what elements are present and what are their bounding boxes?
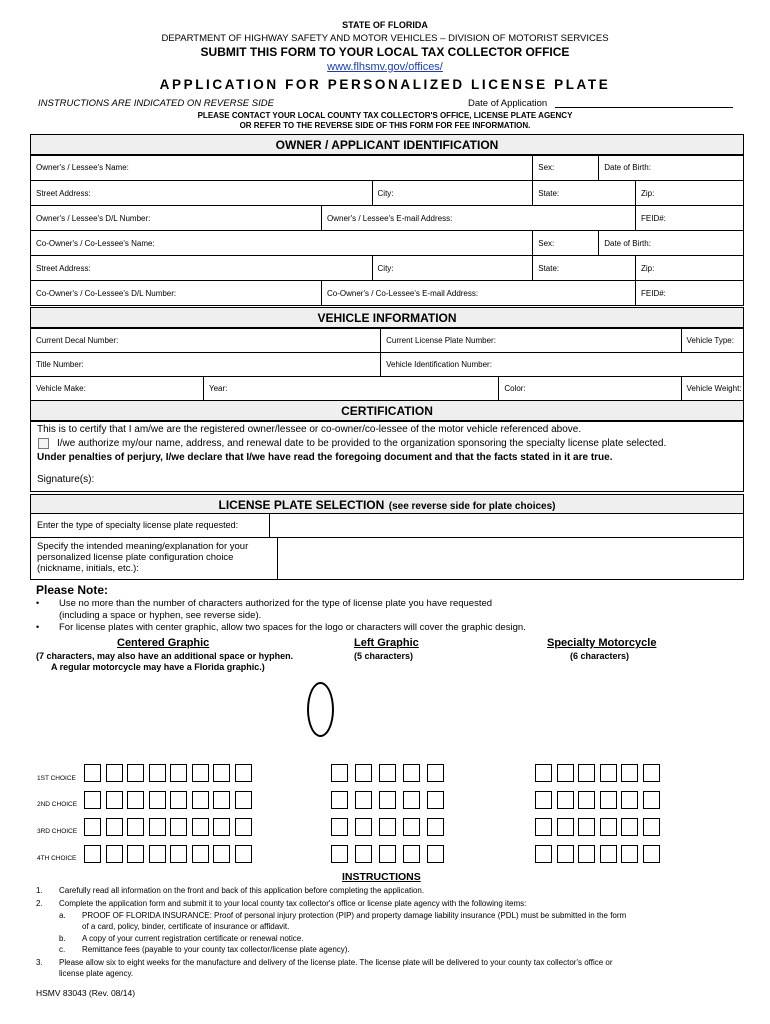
instr-num-1: 1. xyxy=(36,886,43,895)
meaning-line-3: (nickname, initials, etc.): xyxy=(37,563,139,574)
centered-char-box[interactable] xyxy=(170,845,187,863)
bullet-1-dot: • xyxy=(36,598,40,608)
instr-2: Complete the application form and submit it to your local county tax collector's office or license plate agency with the following items: xyxy=(59,899,527,908)
left-graphic-title: Left Graphic xyxy=(354,637,419,649)
centered-char-box[interactable] xyxy=(192,791,209,809)
instr-3-a: Please allow six to eight weeks for the manufacture and delivery of the license plate. The license plate will be delivered to your county tax collector's office or xyxy=(59,958,613,967)
co-sex-field[interactable]: Sex: xyxy=(533,231,599,256)
street-field[interactable]: Street Address: xyxy=(31,181,373,206)
contact-line-1: PLEASE CONTACT YOUR LOCAL COUNTY TAX COLLECTOR'S OFFICE, LICENSE PLATE AGENCY xyxy=(197,111,573,120)
centered-char-box[interactable] xyxy=(84,791,101,809)
authorize-text: I/we authorize my/our name, address, and renewal date to be provided to the organization sponsoring the specialty license plate selected. xyxy=(57,438,667,449)
weight-field[interactable]: Vehicle Weight: xyxy=(681,377,743,401)
centered-char-box[interactable] xyxy=(213,791,230,809)
state-heading: STATE OF FLORIDA xyxy=(342,20,428,30)
center-graphic-oval-icon xyxy=(307,682,334,737)
instr-num-3: 3. xyxy=(36,958,43,967)
plate-section-header xyxy=(30,494,744,514)
co-feid-field[interactable]: FEID#: xyxy=(636,281,744,306)
centered-graphic-desc-2: A regular motorcycle may have a Florida graphic.) xyxy=(51,662,265,672)
owner-name-field[interactable]: Owner's / Lessee's Name: xyxy=(31,155,533,181)
moto-char-box[interactable] xyxy=(621,791,638,809)
instr-num-b: b. xyxy=(59,934,66,943)
instr-a-1: PROOF OF FLORIDA INSURANCE: Proof of personal injury protection (PIP) and property damage liability insurance (PDL) must be submitted in the form xyxy=(82,911,627,920)
co-email-field[interactable]: Co-Owner's / Co-Lessee's E-mail Address: xyxy=(322,281,636,306)
choice-label-1: 1ST CHOICE xyxy=(37,775,76,782)
centered-char-box[interactable] xyxy=(235,764,252,782)
instr-num-c: c. xyxy=(59,945,66,954)
centered-char-box[interactable] xyxy=(106,764,123,782)
centered-char-box[interactable] xyxy=(170,764,187,782)
centered-char-box[interactable] xyxy=(213,764,230,782)
centered-char-box[interactable] xyxy=(84,764,101,782)
moto-char-box[interactable] xyxy=(621,764,638,782)
moto-char-box[interactable] xyxy=(621,818,638,836)
centered-char-box[interactable] xyxy=(106,845,123,863)
left-char-box[interactable] xyxy=(379,764,396,782)
left-char-box[interactable] xyxy=(403,818,420,836)
moto-char-box[interactable] xyxy=(600,791,617,809)
form-number: HSMV 83043 (Rev. 08/14) xyxy=(36,988,136,998)
left-char-box[interactable] xyxy=(331,791,348,809)
signature-label: Signature(s): xyxy=(37,474,95,485)
year-field[interactable]: Year: xyxy=(204,377,499,401)
department-heading: DEPARTMENT OF HIGHWAY SAFETY AND MOTOR VEHICLES – DIVISION OF MOTORIST SERVICES xyxy=(161,33,609,44)
centered-char-box[interactable] xyxy=(213,818,230,836)
instr-num-a: a. xyxy=(59,911,66,920)
left-char-box[interactable] xyxy=(427,791,444,809)
plate-type-row xyxy=(30,514,744,538)
centered-char-box[interactable] xyxy=(106,791,123,809)
bullet-1b: (including a space or hyphen, see reverse side). xyxy=(59,610,262,621)
centered-char-box[interactable] xyxy=(149,845,166,863)
plate-field[interactable]: Current License Plate Number: xyxy=(381,328,681,353)
motorcycle-title: Specialty Motorcycle xyxy=(547,637,657,649)
centered-char-box[interactable] xyxy=(149,764,166,782)
centered-char-box[interactable] xyxy=(84,845,101,863)
moto-char-box[interactable] xyxy=(557,818,574,836)
moto-char-box[interactable] xyxy=(643,845,660,863)
instr-num-2: 2. xyxy=(36,899,43,908)
centered-char-box[interactable] xyxy=(192,818,209,836)
co-dob-field[interactable]: Date of Birth: xyxy=(599,231,744,256)
moto-char-box[interactable] xyxy=(557,791,574,809)
plate-section-note: (see reverse side for plate choices) xyxy=(388,501,556,512)
email-field[interactable]: Owner's / Lessee's E-mail Address: xyxy=(322,206,636,231)
offices-link[interactable]: www.flhsmv.gov/offices/ xyxy=(327,61,443,73)
left-char-box[interactable] xyxy=(355,845,372,863)
owner-table xyxy=(30,154,744,306)
co-zip-field[interactable]: Zip: xyxy=(636,256,744,281)
centered-char-box[interactable] xyxy=(235,845,252,863)
bullet-1a: Use no more than the number of characters authorized for the type of license plate you have requested xyxy=(59,598,493,609)
co-dl-field[interactable]: Co-Owner's / Co-Lessee's D/L Number: xyxy=(31,281,322,306)
moto-char-box[interactable] xyxy=(535,818,552,836)
left-char-box[interactable] xyxy=(427,818,444,836)
choice-label-2: 2ND CHOICE xyxy=(37,801,78,808)
date-label: Date of Application xyxy=(468,98,548,109)
centered-char-box[interactable] xyxy=(235,818,252,836)
centered-char-box[interactable] xyxy=(127,845,144,863)
moto-char-box[interactable] xyxy=(600,764,617,782)
instructions-title: INSTRUCTIONS xyxy=(342,871,421,883)
centered-char-box[interactable] xyxy=(170,791,187,809)
owner-section-header: OWNER / APPLICANT IDENTIFICATION xyxy=(30,134,744,156)
moto-char-box[interactable] xyxy=(600,818,617,836)
co-city-field[interactable]: City: xyxy=(372,256,533,281)
left-char-box[interactable] xyxy=(379,791,396,809)
moto-char-box[interactable] xyxy=(535,791,552,809)
feid-field[interactable]: FEID#: xyxy=(636,206,744,231)
moto-char-box[interactable] xyxy=(643,764,660,782)
state-field[interactable]: State: xyxy=(533,181,636,206)
meaning-line-2: personalized license plate configuration choice xyxy=(37,552,234,563)
instr-1: Carefully read all information on the front and back of this application before completing the application. xyxy=(59,886,425,895)
moto-char-box[interactable] xyxy=(621,845,638,863)
moto-char-box[interactable] xyxy=(578,791,595,809)
left-char-box[interactable] xyxy=(331,818,348,836)
bullet-2: For license plates with center graphic, allow two spaces for the logo or characters will cover the graphic design. xyxy=(59,622,526,633)
plate-meaning-label xyxy=(31,538,278,579)
form-title: APPLICATION FOR PERSONALIZED LICENSE PLATE xyxy=(159,77,611,92)
left-char-box[interactable] xyxy=(331,764,348,782)
left-char-box[interactable] xyxy=(427,764,444,782)
please-note-title: Please Note: xyxy=(36,583,109,597)
city-field[interactable]: City: xyxy=(372,181,533,206)
choice-label-3: 3RD CHOICE xyxy=(37,828,78,835)
zip-field[interactable]: Zip: xyxy=(636,181,744,206)
bullet-2-dot: • xyxy=(36,622,40,632)
moto-char-box[interactable] xyxy=(535,764,552,782)
certify-statement: This is to certify that I am/we are the registered owner/lessee or co-owner/co-lessee of the motor vehicle referenced above. xyxy=(37,424,582,435)
moto-char-box[interactable] xyxy=(600,845,617,863)
choice-label-4: 4TH CHOICE xyxy=(37,855,77,862)
left-char-box[interactable] xyxy=(403,791,420,809)
centered-graphic-desc-1: (7 characters, may also have an additional space or hyphen. xyxy=(36,651,294,661)
moto-char-box[interactable] xyxy=(578,845,595,863)
submit-heading: SUBMIT THIS FORM TO YOUR LOCAL TAX COLLECTOR OFFICE xyxy=(200,45,570,59)
centered-char-box[interactable] xyxy=(149,818,166,836)
certification-section-header: CERTIFICATION xyxy=(30,400,744,422)
co-owner-name-field[interactable]: Co-Owner's / Co-Lessee's Name: xyxy=(31,231,533,256)
left-char-box[interactable] xyxy=(379,818,396,836)
plate-meaning-input[interactable] xyxy=(279,538,744,579)
centered-graphic-title: Centered Graphic xyxy=(117,637,210,649)
centered-char-box[interactable] xyxy=(192,845,209,863)
instr-3-b: license plate agency. xyxy=(59,969,134,978)
meaning-line-1: Specify the intended meaning/explanation for your xyxy=(37,541,249,552)
centered-char-box[interactable] xyxy=(235,791,252,809)
centered-char-box[interactable] xyxy=(127,791,144,809)
plate-type-input[interactable] xyxy=(271,514,744,537)
certification-box xyxy=(30,420,744,492)
centered-char-box[interactable] xyxy=(127,764,144,782)
centered-char-box[interactable] xyxy=(149,791,166,809)
moto-char-box[interactable] xyxy=(643,791,660,809)
centered-char-box[interactable] xyxy=(213,845,230,863)
motorcycle-desc: (6 characters) xyxy=(570,651,630,661)
moto-char-box[interactable] xyxy=(557,764,574,782)
co-street-field[interactable]: Street Address: xyxy=(31,256,373,281)
left-graphic-desc: (5 characters) xyxy=(354,651,414,661)
left-char-box[interactable] xyxy=(403,845,420,863)
left-char-box[interactable] xyxy=(403,764,420,782)
left-char-box[interactable] xyxy=(355,764,372,782)
perjury-statement: Under penalties of perjury, I/we declare that I/we have read the foregoing document and that the facts stated in it are true. xyxy=(37,452,613,463)
centered-char-box[interactable] xyxy=(106,818,123,836)
left-char-box[interactable] xyxy=(355,818,372,836)
centered-char-box[interactable] xyxy=(170,818,187,836)
color-field[interactable]: Color: xyxy=(499,377,681,401)
left-char-box[interactable] xyxy=(331,845,348,863)
plate-section-title: LICENSE PLATE SELECTION xyxy=(218,498,385,512)
moto-char-box[interactable] xyxy=(535,845,552,863)
moto-char-box[interactable] xyxy=(643,818,660,836)
plate-type-label: Enter the type of specialty license plate requested: xyxy=(31,514,270,537)
date-field[interactable] xyxy=(555,107,733,108)
instr-c: Remittance fees (payable to your county tax collector/license plate agency). xyxy=(82,945,350,954)
dob-field[interactable]: Date of Birth: xyxy=(599,155,744,181)
make-field[interactable]: Vehicle Make: xyxy=(31,377,204,401)
vehicle-type-field[interactable]: Vehicle Type: xyxy=(681,328,743,353)
sex-field[interactable]: Sex: xyxy=(533,155,599,181)
authorize-checkbox[interactable] xyxy=(38,438,49,449)
moto-char-box[interactable] xyxy=(578,818,595,836)
dl-field[interactable]: Owner's / Lessee's D/L Number: xyxy=(31,206,322,231)
vin-field[interactable]: Vehicle Identification Number: xyxy=(381,353,744,377)
instructions-note: INSTRUCTIONS ARE INDICATED ON REVERSE SIDE xyxy=(38,98,274,109)
co-state-field[interactable]: State: xyxy=(533,256,636,281)
moto-char-box[interactable] xyxy=(578,764,595,782)
decal-field[interactable]: Current Decal Number: xyxy=(31,328,381,353)
left-char-box[interactable] xyxy=(355,791,372,809)
moto-char-box[interactable] xyxy=(557,845,574,863)
instr-b: A copy of your current registration certificate or renewal notice. xyxy=(82,934,304,943)
centered-char-box[interactable] xyxy=(84,818,101,836)
left-char-box[interactable] xyxy=(427,845,444,863)
centered-char-box[interactable] xyxy=(192,764,209,782)
contact-line-2: OR REFER TO THE REVERSE SIDE OF THIS FORM FOR FEE INFORMATION. xyxy=(239,121,531,130)
vehicle-section-header: VEHICLE INFORMATION xyxy=(30,307,744,329)
plate-meaning-row xyxy=(30,538,744,580)
centered-char-box[interactable] xyxy=(127,818,144,836)
vehicle-table xyxy=(30,327,744,401)
instr-a-2: of a card, policy, binder, certificate of insurance or affidavit. xyxy=(82,922,290,931)
left-char-box[interactable] xyxy=(379,845,396,863)
title-number-field[interactable]: Title Number: xyxy=(31,353,381,377)
